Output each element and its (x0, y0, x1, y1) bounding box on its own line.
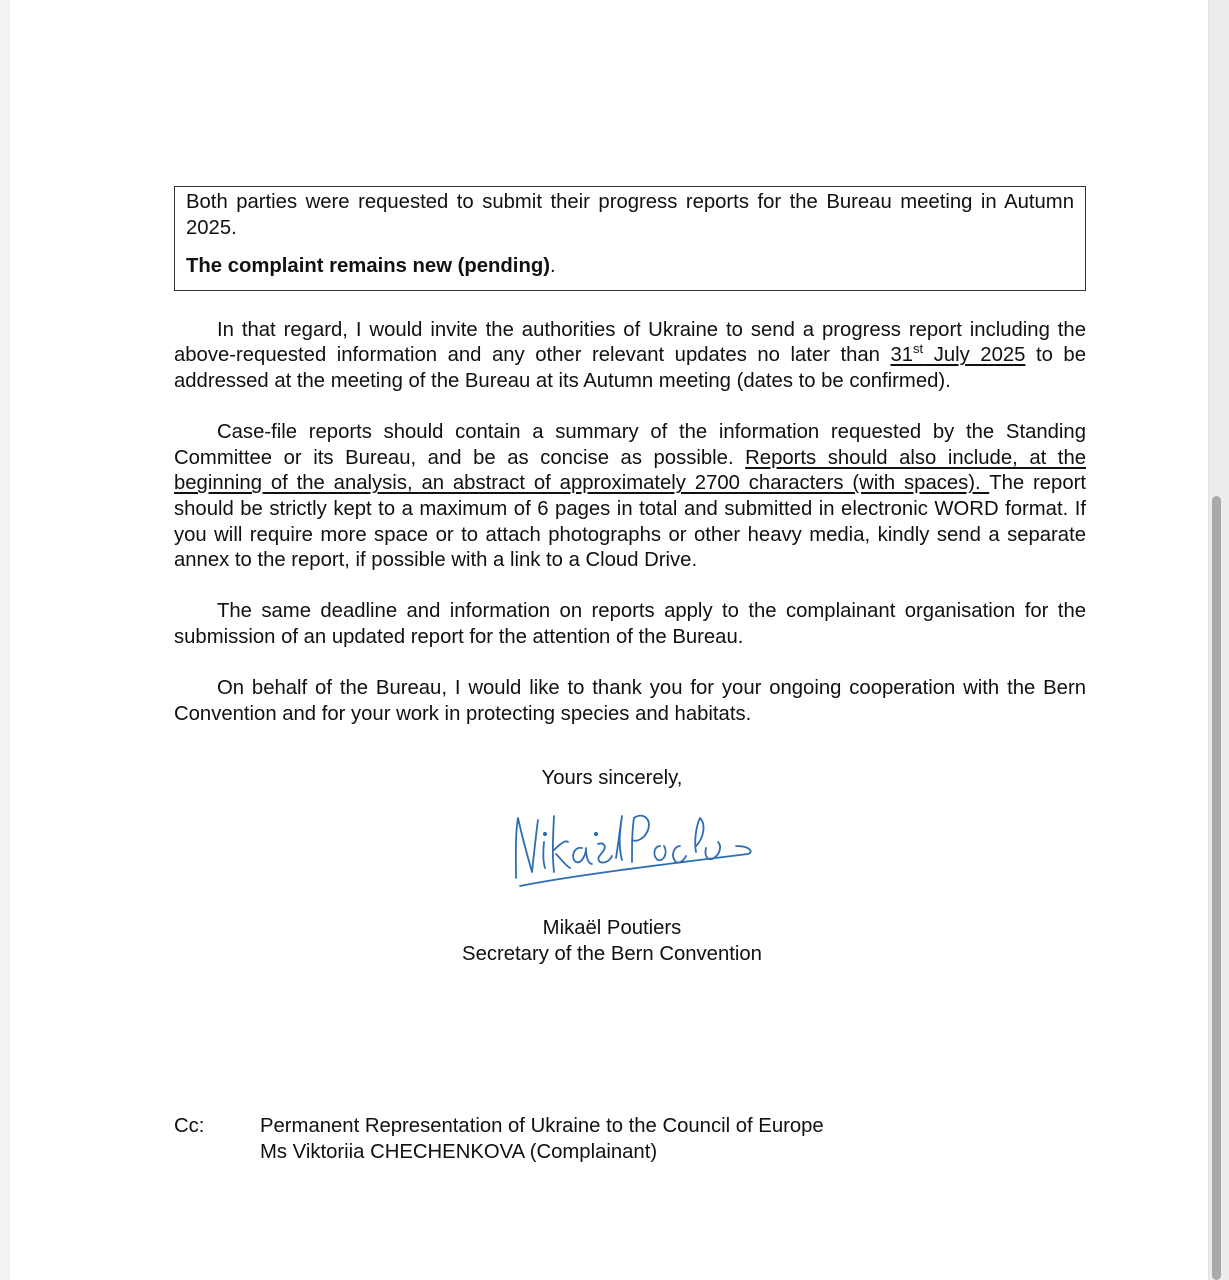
cc-recipients (260, 1114, 1060, 1165)
abstract-requirement: Reports should also include, at the beginning of the analysis, an abstract of approximately 2700 characters (with spaces). (174, 446, 1087, 495)
scrollbar-thumb[interactable] (1212, 496, 1221, 1280)
paragraph-progress-report: In that regard, I would invite the authorities of Ukraine to send a progress report including the above-requested information and any other relevant updates no later than 31st July 2025 to be addressed at the meeting of the Bureau at its Autumn meeting (dates to be confirmed). (174, 318, 1086, 392)
complaint-status: The complaint remains new (pending) (186, 255, 550, 278)
cc-recipient: Permanent Representation of Ukraine to the Council of Europe (260, 1115, 824, 1137)
salutation: Yours sincerely, (541, 767, 683, 789)
document-page (10, 0, 1208, 1280)
box-text: Both parties were requested to submit their progress reports for the Bureau meeting in Autumn 2025. (186, 191, 1074, 239)
status-box (174, 186, 1086, 291)
signature-image (510, 806, 760, 888)
signatory-name: Mikaël Poutiers (542, 917, 682, 939)
cc-recipient: Ms Viktoriia CHECHENKOVA (Complainant) (260, 1140, 658, 1163)
paragraph-complainant: The same deadline and information on reports apply to the complainant organisation for the submission of an updated report for the attention of the Bureau. (174, 600, 1086, 648)
box-status-line: The complaint remains new (pending). (186, 255, 556, 278)
cc-label: Cc: (174, 1115, 205, 1137)
deadline-date: 31st July 2025 (890, 341, 1026, 367)
letter-body (174, 186, 1087, 1163)
signatory-title: Secretary of the Bern Convention (462, 943, 762, 965)
paragraph-thanks: On behalf of the Bureau, I would like to thank you for your ongoing cooperation with the Bern Convention and for your work in protecting species and habitats. (174, 677, 1086, 725)
paragraph-report-format: Case-file reports should contain a summary of the information requested by the Standing Committee or its Bureau, and be as concise as possible. Reports should also include, at the beginning of the analysis, an abstract of approximately 2700 characters (with spaces). The report should be strictly kept to a maximum of 6 pages in total and submitted in electronic WORD format. If you will require more space or to attach photographs or other heavy media, kindly send a separate annex to the report, if possible with a link to a Cloud Drive. (174, 421, 1087, 572)
